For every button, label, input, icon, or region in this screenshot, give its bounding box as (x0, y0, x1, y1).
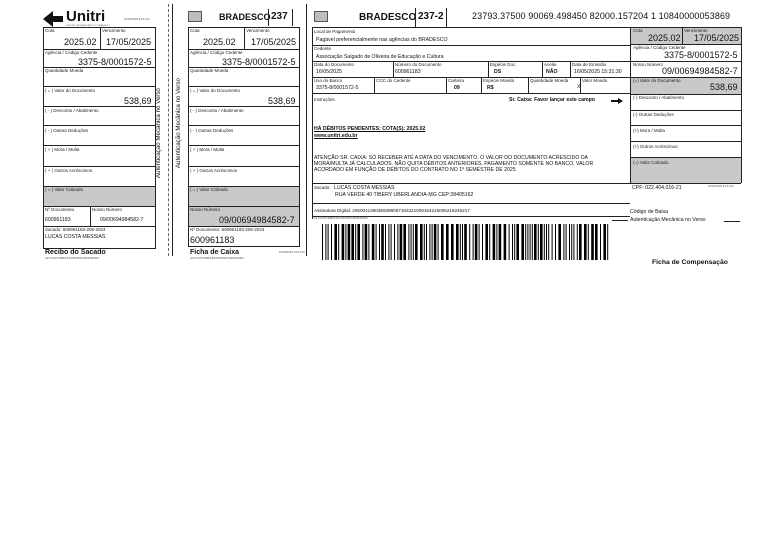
acrescimos-label: (+) Outros Acréscimos (633, 144, 678, 149)
data-doc-value: 16/05/2025 (316, 69, 342, 75)
barcode-bar (600, 224, 601, 260)
instrucoes-label: Instruções (314, 97, 335, 102)
compensacao-print-stamp: 16/05/2025 15:31:32 (708, 184, 734, 188)
especie-doc-value: DS (494, 69, 502, 75)
barcode-bar (512, 224, 513, 260)
vencimento-label: Vencimento (102, 28, 126, 33)
barcode-bar (345, 224, 346, 260)
debitos-text: HÁ DÉBITOS PENDENTES: COTA(S): 2025.02 (314, 126, 426, 132)
barcode-bar (400, 224, 403, 260)
barcode-bar (499, 224, 502, 260)
barcode-bar (475, 224, 478, 260)
barcode-bar (479, 224, 480, 260)
arrow-logo-icon (43, 11, 63, 27)
cota-value: 2025.02 (64, 37, 97, 47)
barcode-bar (338, 224, 339, 260)
barcode-bar (381, 224, 384, 260)
data-emissao-label: Data de Emissão (572, 62, 607, 67)
barcode-bar (325, 224, 326, 260)
barcode-bar (527, 224, 528, 260)
cota-label: Cota (190, 28, 200, 33)
barcode-bar (591, 224, 594, 260)
barcode-bar (566, 224, 567, 260)
qtd-moeda-label: Quantidade Moeda (530, 78, 569, 83)
barcode-bar (438, 224, 439, 260)
nosso-label: Nosso Número (633, 62, 664, 67)
sacado-name: LUCAS COSTA MESSIAS (334, 185, 395, 191)
barcode-bar (571, 224, 572, 260)
barcode-bar (426, 224, 427, 260)
barcode-bar (473, 224, 474, 260)
barcode (322, 224, 610, 260)
bank-code: 237 (271, 11, 288, 22)
barcode-bar (411, 224, 412, 260)
barcode-bar (334, 224, 337, 260)
acrescimos-label: ( + ) Outros Acréscimos (190, 168, 238, 173)
carteira-value: 09 (454, 85, 460, 91)
barcode-bar (441, 224, 444, 260)
caixa-print-stamp: 16/05/2025 15:31:32 (279, 250, 305, 254)
mora-label: ( + ) Mora / Multa (45, 147, 80, 152)
barcode-bar (429, 224, 430, 260)
bank-code: 237-2 (418, 11, 444, 22)
cota-value: 2025.02 (203, 37, 236, 47)
receipt-vertical-text: Autenticação Mecânica no Verso (155, 88, 162, 179)
barcode-bar (538, 224, 539, 260)
caixa-footer-code: LET/CONTRIBNUM:00532597/09/0000000 (190, 256, 244, 260)
barcode-bar (397, 224, 398, 260)
data-doc-label: Data do Documento (314, 62, 355, 67)
barcode-bar (434, 224, 437, 260)
autenticacao-label: Autenticação Mecânica no Verso (630, 217, 706, 223)
barcode-bar (607, 224, 608, 260)
barcode-bar (521, 224, 524, 260)
barcode-bar (603, 224, 606, 260)
acrescimos-label: ( + ) Outros Acréscimos (45, 168, 93, 173)
barcode-bar (351, 224, 354, 260)
receipt-title: Recibo do Sacado (45, 249, 106, 256)
barcode-bar (489, 224, 490, 260)
bradesco-logo-icon (314, 11, 328, 22)
carteira-label: Carteira (448, 78, 465, 83)
valor-doc-value: 538,69 (124, 96, 152, 106)
atencao-text: ATENÇÃO SR. CAIXA: SÓ RECEBER ATÉ A DATA DO VENCIMENTO. O VALOR DO DOCUMENTO ACRESCIDO DA MORA/MULTA JÁ CALCULADOS. NÃO QUITA DÉBITOS ANTERIORES. PAGAMENTO SOMENTE NO BANCO. VALOR ACORDADO EM FUNÇÃO DE DÉBITOS DO CONTRATO NO 1º SEMESTRE DE 2025 (314, 155, 594, 173)
cota-value: 2025.02 (648, 33, 681, 43)
ndoc-label: Nº Documento: 600961183-206-2024 (190, 227, 265, 232)
barcode-bar (509, 224, 510, 260)
barcode-bar (322, 224, 323, 260)
assinatura-digital: Assinatura Digital: 205004138036939606718222100915421500521624621​7 (314, 208, 470, 213)
mora-label: (+) Mora / Multa (633, 128, 665, 133)
barcode-bar (362, 224, 363, 260)
barcode-bar (584, 224, 587, 260)
barcode-bar (413, 224, 414, 260)
barcode-bar (415, 224, 418, 260)
cedente-label: Cedente (314, 46, 332, 51)
caixa-vertical-text: Autenticação Mecânica no Verso (175, 78, 182, 169)
num-doc-label: Número do Documento (395, 62, 442, 67)
barcode-bar (516, 224, 519, 260)
barcode-bar (552, 224, 553, 260)
barcode-bar (372, 224, 375, 260)
agencia-value: 3375-8/0001572-5 (78, 57, 152, 67)
agencia-value: 3375-8/0001572-5 (222, 57, 296, 67)
barcode-bar (555, 224, 556, 260)
valor-moeda-label: Valor Moeda (582, 78, 608, 83)
nosso-value: 09/00694984582-7 (219, 215, 295, 225)
aceite-value: NÃO (546, 69, 558, 75)
barcode-bar (485, 224, 488, 260)
barcode-bar (530, 224, 531, 260)
bank-name: BRADESCO (359, 12, 417, 23)
valor-doc-value: 538,69 (268, 96, 296, 106)
deducoes-label: ( - ) Outras Deduções (190, 128, 234, 133)
qtd-moeda-label: Quantidade Moeda (45, 68, 84, 73)
barcode-bar (328, 224, 329, 260)
nosso-value: 09/00694984582-7 (100, 217, 144, 223)
ndoc-value: 600961183 (45, 217, 71, 223)
logo-text: Unitri (66, 8, 106, 25)
barcode-bar (595, 224, 598, 260)
barcode-bar (348, 224, 351, 260)
local-label: Local de Pagamento (314, 29, 356, 34)
vencimento-value: 17/05/2025 (694, 33, 740, 43)
aceite-label: Aceite (544, 62, 557, 67)
cpf-label: CPF: 022.404.016-21 (632, 185, 682, 191)
agencia-label: Agência / Código Cedente (190, 50, 243, 55)
uso-banco-value: 3375-8/0001572-5 (316, 85, 359, 91)
agencia-value: 3375-8/0001572-5 (664, 50, 738, 60)
barcode-bar (504, 224, 507, 260)
barcode-bar (534, 224, 537, 260)
barcode-bar (420, 224, 423, 260)
data-emissao-value: 16/05/2025 15:31:30 (574, 69, 622, 75)
desconto-label: (-) Desconto / Abatimento (633, 95, 685, 100)
barcode-bar (469, 224, 470, 260)
barcode-bar (514, 224, 515, 260)
barcode-bar (462, 224, 463, 260)
barcode-bar (391, 224, 392, 260)
desconto-label: ( - ) Desconto / Abatimento (190, 108, 244, 113)
barcode-bar (456, 224, 459, 260)
especie-moeda-label: Espécie Moeda (483, 78, 515, 83)
uso-banco-label: Uso do Banco (314, 78, 343, 83)
barcode-bar (573, 224, 574, 260)
barcode-bar (432, 224, 433, 260)
deducoes-label: ( - ) Outras Deduções (45, 128, 89, 133)
valor-doc-label: ( = ) Valor do Documento (190, 88, 241, 93)
barcode-bar (331, 224, 332, 260)
barcode-bar (342, 224, 345, 260)
deducoes-label: (-) Outras Deduções (633, 112, 674, 117)
linha-digitavel: 23793.37500 90069.498450 82000.157204 1 10840000053869 (472, 11, 731, 21)
nosso-label: Nosso Número (92, 207, 123, 212)
barcode-bar (365, 224, 368, 260)
barcode-bar (357, 224, 360, 260)
unitri-logo (43, 9, 118, 29)
local-value: Pagável preferencialmente nas agências do BRADESCO (316, 37, 448, 43)
vencimento-value: 17/05/2025 (106, 37, 152, 47)
sacado-name: LUCAS COSTA MESSIAS (45, 234, 106, 240)
barcode-bar (532, 224, 533, 260)
barcode-bar (496, 224, 497, 260)
barcode-bar (493, 224, 496, 260)
logo-subtitle: CENTRO UNIVERSITÁRIO DO TRIÂNGULO (66, 25, 111, 27)
vencimento-label: Vencimento (246, 28, 270, 33)
instrucoes-caixa: Sr. Caixa: Favor lançar este campo (509, 97, 595, 103)
barcode-bar (368, 224, 369, 260)
ndoc-label: Nº Documento (45, 207, 75, 212)
ndoc-value: 600961183 (190, 235, 235, 245)
desconto-label: ( - ) Desconto / Abatimento (45, 108, 99, 113)
barcode-bar (588, 224, 589, 260)
barcode-bar (579, 224, 582, 260)
sacado-label: Sacado: (314, 185, 331, 190)
barcode-bar (577, 224, 578, 260)
cedente-value: Associação Salgado de Oliveira de Educação e Cultura (316, 54, 444, 60)
num-doc-value: 600961183 (395, 69, 421, 75)
barcode-bar (451, 224, 454, 260)
barcode-bar (379, 224, 380, 260)
site-link[interactable]: www.unitri.edu.br (314, 133, 358, 139)
print-stamp: 16/05/2025 15:31:32 (124, 17, 150, 21)
barcode-bar (385, 224, 386, 260)
mora-label: ( + ) Mora / Multa (190, 147, 225, 152)
compensacao-footer-code: LET/CONTRIBNUM:00532597/09/0000000 (314, 216, 368, 220)
qtd-moeda-label: Quantidade Moeda (190, 68, 229, 73)
compensacao-title: Ficha de Compensação (652, 259, 728, 266)
codigo-baixa-label: Código de Baixa (630, 209, 669, 215)
barcode-bar (482, 224, 483, 260)
valor-doc-label: (=) Valor do Documento (633, 78, 681, 83)
bradesco-logo-icon (188, 11, 202, 22)
receipt-footer-code: LET/CONTRIBNUM:00532597/09/0000000 (45, 256, 99, 260)
agencia-label: Agência / Código Cedente (633, 45, 686, 50)
barcode-bar (460, 224, 461, 260)
barcode-bar (394, 224, 395, 260)
valor-moeda-value: X (577, 84, 581, 90)
cobrado-label: (=) Valor Cobrado (633, 160, 669, 165)
barcode-bar (525, 224, 526, 260)
especie-moeda-value: R$ (487, 85, 494, 91)
barcode-bar (544, 224, 545, 260)
barcode-bar (403, 224, 406, 260)
arrow-right-icon (611, 98, 623, 104)
barcode-bar (446, 224, 449, 260)
caixa-title: Ficha de Caixa (190, 249, 240, 256)
cobrado-label: ( = ) Valor Cobrado (190, 187, 229, 192)
bank-name: BRADESCO (219, 12, 271, 22)
sacado-address: RUA VERDE 40 TIBERY UBERLANDIA-MG CEP:38405162 (335, 192, 474, 198)
barcode-bar (563, 224, 564, 260)
cota-label: Cota (45, 28, 55, 33)
cobrado-label: ( = ) Valor Cobrado (45, 187, 84, 192)
vencimento-value: 17/05/2025 (251, 37, 297, 47)
barcode-bar (558, 224, 561, 260)
cgc-label: CGC do Cedente (376, 78, 411, 83)
barcode-bar (424, 224, 425, 260)
barcode-bar (376, 224, 377, 260)
agencia-label: Agência / Código Cedente (45, 50, 98, 55)
barcode-bar (548, 224, 549, 260)
barcode-bar (569, 224, 570, 260)
barcode-bar (388, 224, 389, 260)
valor-doc-label: ( = ) Valor do Documento (45, 88, 96, 93)
barcode-bar (408, 224, 409, 260)
nosso-label: Nosso Número (190, 207, 221, 212)
cota-label: Cota (633, 28, 643, 33)
barcode-bar (464, 224, 467, 260)
barcode-bar (540, 224, 543, 260)
barcode-bar (546, 224, 547, 260)
barcode-bar (355, 224, 356, 260)
especie-doc-label: Espécie Doc. (490, 62, 517, 67)
sacado-label: Sacado: 600961183-206-2024 (45, 227, 106, 232)
nosso-value: 09/00694984582-7 (662, 66, 738, 76)
valor-doc-value: 538,69 (710, 82, 738, 92)
vencimento-label: Vencimento (684, 28, 708, 33)
